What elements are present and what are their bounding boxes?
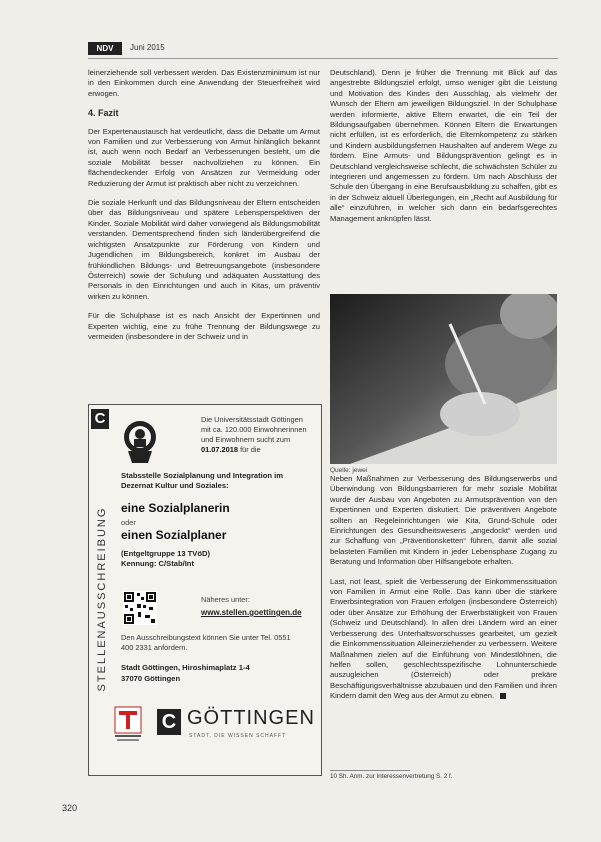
city-logo-icon: C <box>157 709 181 735</box>
left-column <box>88 68 320 351</box>
issue-date: Juni 2015 <box>130 43 165 52</box>
ad-code: Kennung: C/Stab/Int <box>121 559 194 568</box>
ad-address-line1: Stadt Göttingen, Hiroshimaplatz 1-4 <box>121 663 250 672</box>
ad-vertical-strip <box>89 433 111 743</box>
city-logo <box>157 707 315 745</box>
right-column-top <box>330 68 557 233</box>
left-paragraph: Die soziale Herkunft und das Bildungsniveau der Eltern entscheiden über das Bildungsniveau und spätere Lebensperspektiven der Kinder. Soziale Mobilität wird daher vorwiegend als Bildungsmobilität verstanden. Dementsprechend finden sich länderübergreifend die wichtigsten Ansatzpunkte zur Förderung von Kindern und Jugendlichen im Bildungsbereich, konkret im Ausbau der frühkindlichen Bildungs- und Betreuungsangebote (insbesondere Österreich) sowie der Schulung und adäquaten Ausstattung des Personals in den Einrichtungen und auch in Kitas, um präventiv wirken zu können. <box>88 198 320 301</box>
city-name: GÖTTINGEN <box>187 707 315 729</box>
ad-logo-icon: C <box>91 409 109 429</box>
qr-code-icon[interactable] <box>123 591 157 625</box>
ad-contact: Den Ausschreibungstext können Sie unter Tel. 0551 400 2331 anfordern. <box>121 633 291 652</box>
ad-address-line2: 37070 Göttingen <box>121 674 181 683</box>
page-number: 320 <box>62 803 78 813</box>
ad-grade <box>121 549 210 569</box>
ad-or: oder <box>121 518 136 527</box>
ad-intro-text: Die Universitätsstadt Göttingen mit ca. 120.000 Einwohnerinnen und Einwohnern sucht zum <box>201 415 307 444</box>
photo-caption: Quelle: jewei <box>330 467 368 474</box>
right-paragraph-last <box>330 577 557 702</box>
ad-address <box>121 662 250 684</box>
city-claim: STADT, DIE WISSEN SCHAFFT <box>189 733 287 739</box>
right-paragraph: Neben Maßnahmen zur Verbesserung des Bildungserwerbs und Überwindung von Bildungsbarrieren für mehr soziale Mobilität wurde der Ausbau von Angeboten zu Armutsprävention von den Expertinnen und Experten diskutiert. Die präventiven Angebote sollten an Regeleinrichtungen wie Kita, Grund-Schule oder Einrichtungen des Gesundheitswesens „angedockt“ werden und zur Schaffung von „Präventionsketten“ führen, damit alle sozial belasteten Familien mit Kindern in jeder Lebensphase Zugang zu Beratung und Information über Hilfsangebote erhalten. <box>330 474 557 567</box>
job-ad <box>88 404 322 776</box>
ad-date: 01.07.2018 <box>201 445 238 454</box>
left-paragraph: Der Expertenaustausch hat verdeutlicht, dass die Debatte um Armut von Familien und zur Verbesserung von Armut hinlänglich bekannt ist, auch wenn noch Bedarf an Verbesserungen besteht, um die soziale Mobilität besser nachvollziehen zu können. Ein flächendeckender Erfolg von Ansätzen zur Vermeidung oder Reduzierung der Armut ist praktisch aber nicht zu verzeichnen. <box>88 126 320 188</box>
ad-position-male: einen Sozialplaner <box>121 528 227 542</box>
ad-position-female: eine Sozialplanerin <box>121 501 230 515</box>
photo-image <box>330 294 557 464</box>
ad-department: Stabsstelle Sozialplanung und Integration im Dezernat Kultur und Soziales: <box>121 471 284 490</box>
right-column-bottom <box>330 474 557 711</box>
ad-url-link[interactable]: www.stellen.goettingen.de <box>201 608 302 617</box>
section-heading: 4. Fazit <box>88 108 119 119</box>
ad-vertical-label: STELLENAUSSCHREIBUNG <box>96 506 108 692</box>
family-audit-badge-icon <box>111 705 145 745</box>
ad-pay-grade: (Entgeltgruppe 13 TVöD) <box>121 549 211 558</box>
ad-more-label: Näheres unter: <box>201 595 250 604</box>
ad-intro-suffix: für die <box>240 445 261 454</box>
photo-child-writing <box>330 294 557 464</box>
ad-intro <box>201 415 311 455</box>
left-paragraph: leinerziehende soll verbessert werden. Das Existenzminimum ist nur in den Einkommen durch eine Anwendung der Steuerfreiheit wird erwogen. <box>88 68 320 98</box>
right-paragraph-text: Last, not least, spielt die Verbesserung der Einkommenssituation von Familien in Armut eine Rolle. Das kann über die stärkere Erwerbsintegration von Frauen erfolgen (insbesondere Österreich) oder über Ansätze zur Erhöhung der Erwerbstätigkeit von Frauen (Schweiz und Deutschland). In allen drei Ländern wird an einer Verbesserung des Unterhaltsvorschusses gearbeitet, um gezielt die Einkommenssituation Alleinerziehender zu verbessern. Weitere Maßnahmen zielen auf die Einführung von Mindestlöhnen, die helfen sollen, geschlechtsspezifische Lohnunterschiede auszugleichen (Österreich) oder prekäre Beschäftigungsverhältnisse abzubauen und den Familien und ihren Kindern damit den Weg aus der Armut zu ebnen. <box>330 576 557 701</box>
footnote-rule <box>330 770 410 771</box>
header-rule <box>88 58 558 59</box>
right-paragraph: Deutschland). Denn je früher die Trennung mit Blick auf das angestrebte Bildungsziel erfolgt, umso weniger gibt die Leistung und Motivation des Kindes den Ausschlag, als vielmehr der Wunsch der Eltern am jeweiligen Bildungsziel. In der Schulphase werden informierte, aktive Eltern erwartet, die ein Teil der Bildungsaufgaben übernehmen. Können Eltern die Erwartungen nicht erfüllen, ist es erforderlich, die Elternkompetenz zu stärken und Kindern ausbildungsfernen Haushalten auf anderem Wege zu fördern. Eine Armuts- und Bildungsprävention gelingt es in Deutschland vergleichsweise schlecht, die schwächsten Schüler zu integrieren und angemessen zu fördern. Um nach Abschluss der Schule den Übergang in eine Berufsausbildung zu schaffen, gibt es in der Schweiz aktuell Überlegungen, ein „Recht auf Ausbildung für alle“ einzuführen, in welcher sich dann ein bedarfsgerechtes Management anknüpfen lässt. <box>330 68 557 223</box>
end-mark <box>500 693 506 699</box>
left-paragraph: Für die Schulphase ist es nach Ansicht der Expertinnen und Experten wichtig, eine zu frühe Trennung der Bildungswege zu vermeiden (insbesondere in der Schweiz und in <box>88 311 320 341</box>
footnote: 10 Sh. Anm. zur Interessenvertretung S. 2 f. <box>330 773 453 780</box>
journal-tag: NDV <box>88 42 122 55</box>
city-seal-icon <box>121 417 159 465</box>
